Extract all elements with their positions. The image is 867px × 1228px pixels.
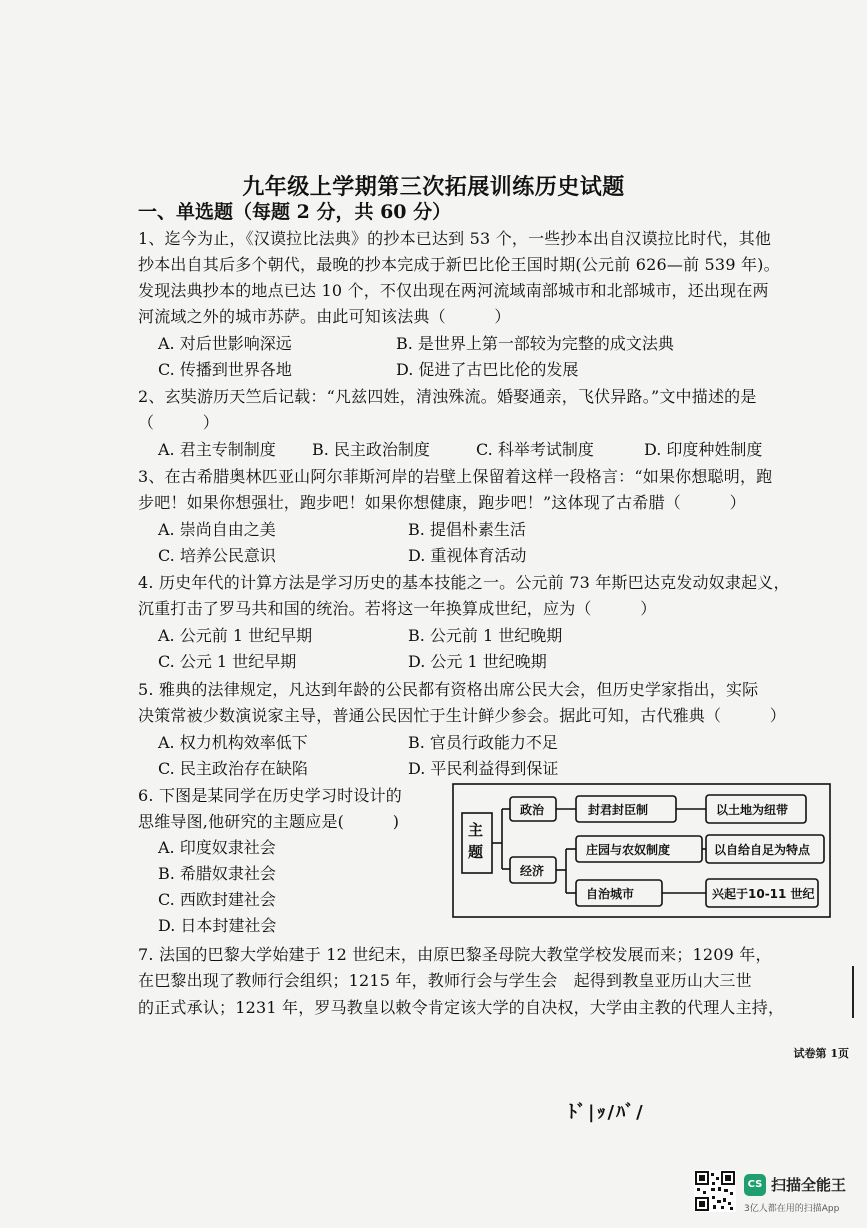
q2-option-b: B. 民主政治制度 (312, 440, 430, 459)
page-title: 九年级上学期第三次拓展训练历史试题 (242, 174, 625, 200)
qr-code-icon (694, 1170, 736, 1212)
mind-map-root-char-1: 主 (468, 821, 484, 839)
mind-map-fief: 封君封臣制 (588, 803, 649, 817)
page-number-label: 试卷第 1页 (793, 1047, 849, 1060)
q3-line-1: 3、在古希腊奥林匹亚山阿尔菲斯河岸的岩壁上保留着这样一段格言：“如果你想聪明，跑 (138, 467, 773, 486)
q5-option-c: C. 民主政治存在缺陷 (158, 759, 308, 778)
q2-option-c: C. 科举考试制度 (476, 440, 594, 459)
q4-option-c: C. 公元 1 世纪早期 (158, 652, 297, 671)
mind-map-politics: 政治 (520, 803, 545, 817)
q2-line-1: 2、玄奘游历天竺后记载：“凡兹四姓，清浊殊流。婚娶通亲，飞伏异路。”文中描述的是 (138, 387, 757, 406)
q3-option-a: A. 崇尚自由之美 (158, 520, 276, 539)
scanner-app-tagline: 3亿人都在用的扫描App (744, 1204, 840, 1214)
margin-mark (852, 966, 854, 1018)
q7-line-1: 7. 法国的巴黎大学始建于 12 世纪末，由原巴黎圣母院大教堂学校发展而来；1209 年， (138, 945, 772, 964)
q1-line-2: 抄本出自其后多个朝代，最晚的抄本完成于新巴比伦王国时期(公元前 626—前 539 年)。 (138, 255, 780, 274)
section-heading: 一、单选题（每题 2 分，共 60 分） (138, 201, 452, 223)
q4-line-1: 4. 历史年代的计算方法是学习历史的基本技能之一。公元前 73 年斯巴达克发动奴隶起义， (138, 573, 790, 592)
q5-option-d: D. 平民利益得到保证 (408, 759, 559, 778)
q5-line-1: 5. 雅典的法律规定，凡达到年龄的公民都有资格出席公民大会，但历史学家指出，实际 (138, 680, 759, 699)
mind-map-diagram (452, 783, 832, 919)
q7-line-3: 的正式承认；1231 年，罗马教皇以敕令肯定该大学的自决权，大学由主教的代理人主持， (138, 998, 785, 1017)
q4-line-2: 沉重打击了罗马共和国的统治。若将这一年换算成世纪，应为（ ） (138, 599, 657, 618)
q2-line-2: （ ） (138, 413, 220, 432)
camscanner-logo-icon: CS (744, 1174, 766, 1196)
q1-option-a: A. 对后世影响深远 (158, 334, 292, 353)
q4-option-a: A. 公元前 1 世纪早期 (158, 626, 313, 645)
mind-map-manor: 庄园与农奴制度 (586, 843, 671, 857)
q1-option-b: B. 是世界上第一部较为完整的成文法典 (396, 334, 674, 353)
q5-option-a: A. 权力机构效率低下 (158, 733, 308, 752)
mind-map-root-char-2: 题 (468, 843, 484, 861)
q7-line-2: 在巴黎出现了教师行会组织；1215 年，教师行会与学生会 起得到教皇亚历山大三世 (138, 971, 752, 990)
q6-line-1: 6. 下图是某同学在历史学习时设计的 (138, 786, 402, 805)
handwritten-scribble: ﾄﾞ|ｯ/ﾊﾞ/ (568, 1102, 645, 1123)
q6-option-c: C. 西欧封建社会 (158, 890, 276, 909)
q1-line-4: 河流域之外的城市苏萨。由此可知该法典（ ） (138, 307, 511, 326)
q5-line-2: 决策常被少数演说家主导，普通公民因忙于生计鲜少参会。据此可知，古代雅典（ ） (138, 706, 787, 725)
q3-option-d: D. 重视体育活动 (408, 546, 527, 565)
mind-map-economy: 经济 (520, 864, 545, 878)
q3-option-c: C. 培养公民意识 (158, 546, 276, 565)
q1-option-d: D. 促进了古巴比伦的发展 (396, 360, 579, 379)
q1-option-c: C. 传播到世界各地 (158, 360, 292, 379)
q5-option-b: B. 官员行政能力不足 (408, 733, 558, 752)
mind-map-self-sufficient: 以自给自足为特点 (714, 843, 811, 857)
scanner-app-name: 扫描全能王 (771, 1176, 847, 1194)
q2-option-d: D. 印度种姓制度 (644, 440, 763, 459)
q1-line-1: 1、迄今为止，《汉谟拉比法典》的抄本已达到 53 个，一些抄本出自汉谟拉比时代，其他 (138, 229, 772, 248)
q6-line-2: 思维导图,他研究的主题应是( ) (138, 812, 400, 831)
q6-option-a: A. 印度奴隶社会 (158, 838, 276, 857)
q6-option-b: B. 希腊奴隶社会 (158, 864, 276, 883)
q2-option-a: A. 君主专制制度 (158, 440, 276, 459)
mind-map-land-link: 以土地为纽带 (716, 803, 789, 817)
q3-line-2: 步吧！如果你想强壮，跑步吧！如果你想健康，跑步吧！”这体现了古希腊（ ） (138, 493, 746, 512)
q4-option-d: D. 公元 1 世纪晚期 (408, 652, 547, 671)
q4-option-b: B. 公元前 1 世纪晚期 (408, 626, 563, 645)
q6-option-d: D. 日本封建社会 (158, 916, 277, 935)
mind-map-city: 自治城市 (586, 887, 635, 901)
q1-line-3: 发现法典抄本的地点已达 10 个，不仅出现在两河流域南部城市和北部城市，还出现在两 (138, 281, 769, 300)
mind-map-rise: 兴起于10-11 世纪 (712, 887, 815, 901)
q3-option-b: B. 提倡朴素生活 (408, 520, 526, 539)
